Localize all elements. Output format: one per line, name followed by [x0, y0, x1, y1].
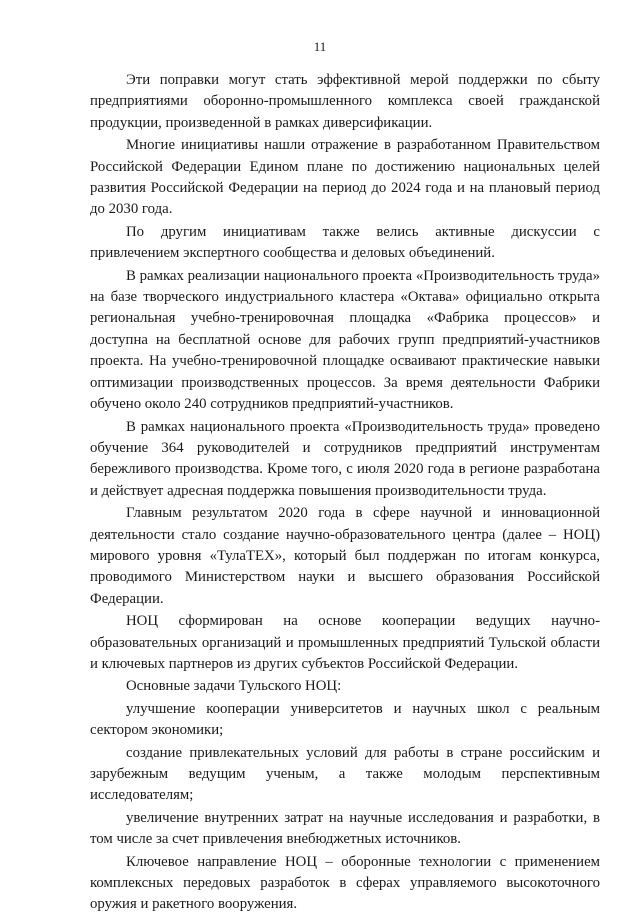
list-item-cooperation: улучшение кооперации университетов и научных школ с реальным сектором экономики;: [90, 700, 600, 739]
paragraph-amendments: Эти поправки могут стать эффективной мерой поддержки по сбыту предприятиями оборонно-промышленного комплекса своей гражданской продукции, произведенной в рамках диверсификации.: [90, 72, 600, 131]
paragraph-key-direction: Ключевое направление НОЦ – оборонные технологии с применением комплексных передовых разработок в сферах управляемого высокоточного оружия и ракетного вооружения.: [90, 853, 600, 913]
paragraph-unified-plan: Многие инициативы нашли отражение в разработанном Правительством Российской Федерации Едином плане по достижению национальных целей развития Российской Федерации на период до 2024 года и на плановый период до 2030 года.: [90, 137, 600, 218]
list-item-expenditures: увеличение внутренних затрат на научные исследования и разработки, в том числе за счет привлечения внебюджетных источников.: [90, 809, 600, 848]
paragraph-process-factory: В рамках реализации национального проекта «Производительность труда» на базе творческого индустриального кластера «Октава» официально открыта региональная учебно-тренировочная площадка «Фабрика процессов» и доступна на бесплатной основе для рабочих групп предприятий-участников проекта. На учебно-тренировочной площадке осваивают практические навыки оптимизации производственных процессов. За время деятельности Фабрики обучено около 240 сотрудников предприятий-участников.: [90, 267, 600, 413]
page-number: 11: [313, 39, 327, 54]
paragraph-noc-creation: Главным результатом 2020 года в сфере научной и инновационной деятельности стало создание научно-образовательного центра (далее – НОЦ) мирового уровня «ТулаТЕХ», который был поддержан по итогам конкурса, проводимого Министерством науки и высшего образования Российской Федерации.: [90, 505, 600, 607]
paragraph-noc-formation: НОЦ сформирован на основе кооперации ведущих научно-образовательных организаций и промышленных предприятий Тульской области и ключевых партнеров из других субъектов Российской Федерации.: [90, 613, 600, 672]
paragraph-noc-tasks-heading: Основные задачи Тульского НОЦ:: [126, 678, 342, 695]
paragraph-discussions: По другим инициативам также велись активные дискуссии с привлечением экспертного сообщества и деловых объединений.: [90, 223, 600, 262]
list-item-conditions: создание привлекательных условий для работы в стране российским и зарубежным ведущим ученым, а также молодым перспективным исследователям;: [90, 744, 600, 804]
paragraph-lean-training: В рамках национального проекта «Производительность труда» проведено обучение 364 руководителей и сотрудников предприятий инструментам бережливого производства. Кроме того, с июля 2020 года в регионе разработана и действует адресная поддержка повышения производительности труда.: [90, 418, 600, 499]
document-body: [90, 70, 600, 917]
